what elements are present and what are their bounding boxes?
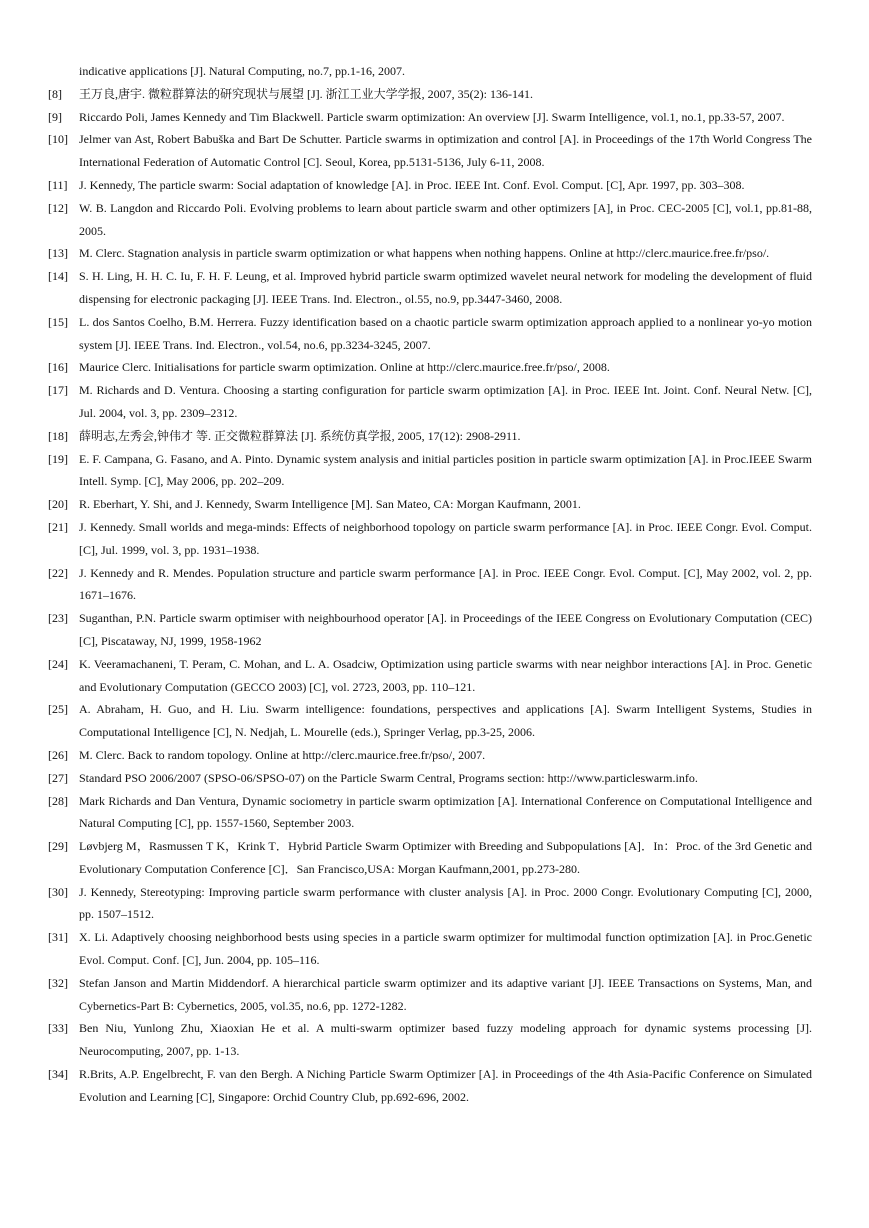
reference-item <box>48 448 812 494</box>
reference-item <box>48 60 812 83</box>
reference-text: Løvbjerg M，Rasmussen T K，Krink T．Hybrid Particle Swarm Optimizer with Breeding and Subpopulations [A]．In：Proc. of the 3rd Genetic and Evolutionary Computation Conference [C]．San Francisco,USA: Morgan Kaufmann,2001, pp.273-280. <box>79 839 812 876</box>
reference-item <box>48 174 812 197</box>
reference-text: Jelmer van Ast, Robert Babuška and Bart De Schutter. Particle swarms in optimization and control [A]. in Proceedings of the 17th World Congress The International Federation of Automatic Control [C]. Seoul, Korea, pp.5131-5136, July 6-11, 2008. <box>79 132 812 170</box>
reference-item <box>48 242 812 265</box>
reference-number: [29] <box>48 839 68 854</box>
reference-item <box>48 698 812 744</box>
reference-text: Mark Richards and Dan Ventura, Dynamic sociometry in particle swarm optimization [A]. International Conference on Computational Intelligence and Natural Computing [C], pp. 1557-1560, September 2003. <box>79 793 812 831</box>
reference-number: [26] <box>48 747 68 762</box>
reference-item <box>48 1017 812 1063</box>
reference-text: Suganthan, P.N. Particle swarm optimiser with neighbourhood operator [A]. in Proceedings of the IEEE Congress on Evolutionary Computation (CEC) [C], Piscataway, NJ, 1999, 1958-1962 <box>79 611 812 648</box>
reference-text: J. Kennedy, The particle swarm: Social adaptation of knowledge [A]. in Proc. IEEE Int. Conf. Evol. Comput. [C], Apr. 1997, pp. 303–308. <box>79 177 745 192</box>
reference-item <box>48 493 812 516</box>
reference-text: W. B. Langdon and Riccardo Poli. Evolving problems to learn about particle swarm and other optimizers [A], in Proc. CEC-2005 [C], vol.1, pp.81-88, 2005. <box>79 200 812 238</box>
reference-text: J. Kennedy and R. Mendes. Population structure and particle swarm performance [A]. in Proc. IEEE Congr. Evol. Comput. [C], May 2002, vol. 2, pp. 1671–1676. <box>79 565 812 603</box>
reference-text: M. Richards and D. Ventura. Choosing a starting configuration for particle swarm optimization [A]. in Proc. IEEE Int. Joint. Conf. Neural Netw. [C], Jul. 2004, vol. 3, pp. 2309–2312. <box>79 383 812 420</box>
reference-text: M. Clerc. Back to random topology. Online at http://clerc.maurice.free.fr/pso/, 2007. <box>79 747 486 762</box>
reference-item <box>48 881 812 927</box>
reference-item <box>48 767 812 790</box>
reference-number: [19] <box>48 451 68 466</box>
reference-number: [25] <box>48 702 68 717</box>
reference-text: L. dos Santos Coelho, B.M. Herrera. Fuzzy identification based on a chaotic particle swarm optimization approach applied to a nonlinear yo-yo motion system [J]. IEEE Trans. Ind. Electron., vol.54, no.6, pp.3234-3245, 2007. <box>79 314 812 352</box>
reference-text: K. Veeramachaneni, T. Peram, C. Mohan, and L. A. Osadciw, Optimization using particle swarms with near neighbor interactions [A]. in Proc. Genetic and Evolutionary Computation (GECCO 2003) [C], vol. 2723, 2003, pp. 110–121. <box>79 656 812 694</box>
reference-item <box>48 265 812 311</box>
reference-item <box>48 835 812 881</box>
reference-list <box>48 60 812 1109</box>
reference-number: [9] <box>48 109 62 124</box>
reference-item <box>48 926 812 972</box>
reference-number: [10] <box>48 132 68 147</box>
reference-item <box>48 83 812 106</box>
reference-number: [30] <box>48 884 68 899</box>
reference-item <box>48 744 812 767</box>
reference-item <box>48 1063 812 1109</box>
reference-text: indicative applications [J]. Natural Computing, no.7, pp.1-16, 2007. <box>79 64 405 78</box>
reference-text: E. F. Campana, G. Fasano, and A. Pinto. Dynamic system analysis and initial particles position in particle swarm optimization [A]. in Proc.IEEE Swarm Intell. Symp. [C], May 2006, pp. 202–209. <box>79 451 812 489</box>
reference-number: [17] <box>48 383 68 398</box>
reference-number: [33] <box>48 1021 68 1036</box>
reference-text: 薛明志,左秀会,钟伟才 等. 正交微粒群算法 [J]. 系统仿真学报, 2005, 17(12): 2908-2911. <box>79 428 521 443</box>
reference-number: [14] <box>48 269 68 284</box>
reference-text: R.Brits, A.P. Engelbrecht, F. van den Bergh. A Niching Particle Swarm Optimizer [A]. in Proceedings of the 4th Asia-Pacific Conference on Simulated Evolution and Learning [C], Singapore: Orchid Country Club, pp.692-696, 2002. <box>79 1067 812 1104</box>
reference-number: [16] <box>48 360 68 375</box>
reference-text: R. Eberhart, Y. Shi, and J. Kennedy, Swarm Intelligence [M]. San Mateo, CA: Morgan Kaufmann, 2001. <box>79 497 581 512</box>
reference-item <box>48 562 812 608</box>
reference-number: [20] <box>48 497 68 512</box>
reference-text: S. H. Ling, H. H. C. Iu, F. H. F. Leung, et al. Improved hybrid particle swarm optimized wavelet neural network for modeling the development of fluid dispensing for electronic packaging [J]. IEEE Trans. Ind. Electron., ol.55, no.9, pp.3447-3460, 2008. <box>79 269 812 306</box>
reference-number: [28] <box>48 793 68 808</box>
reference-number: [31] <box>48 930 68 945</box>
reference-item <box>48 516 812 562</box>
reference-item <box>48 106 812 129</box>
reference-item <box>48 356 812 379</box>
reference-text: M. Clerc. Stagnation analysis in particle swarm optimization or what happens when nothing happens. Online at http://clerc.maurice.free.fr/pso/. <box>79 246 770 261</box>
reference-number: [24] <box>48 656 68 671</box>
reference-number: [34] <box>48 1067 68 1082</box>
reference-number: [11] <box>48 177 68 192</box>
reference-number: [12] <box>48 200 68 215</box>
reference-number: [15] <box>48 314 68 329</box>
reference-text: A. Abraham, H. Guo, and H. Liu. Swarm intelligence: foundations, perspectives and applications [A]. Swarm Intelligent Systems, Studies in Computational Intelligence [C], N. Nedjah, L. Mourelle (eds.), Springer Verlag, pp.3-25, 2006. <box>79 702 812 740</box>
reference-text: Riccardo Poli, James Kennedy and Tim Blackwell. Particle swarm optimization: An overview [J]. Swarm Intelligence, vol.1, no.1, pp.33-57, 2007. <box>79 109 785 124</box>
reference-number: [23] <box>48 611 68 626</box>
reference-text: Stefan Janson and Martin Middendorf. A hierarchical particle swarm optimizer and its adaptive variant [J]. IEEE Transactions on Systems, Man, and Cybernetics-Part B: Cybernetics, 2005, vol.35, no.6, pp. 1272-1282. <box>79 975 812 1013</box>
reference-number: [13] <box>48 246 68 261</box>
reference-number: [22] <box>48 565 68 580</box>
reference-text: J. Kennedy. Small worlds and mega-minds: Effects of neighborhood topology on particle swarm performance [A]. in Proc. IEEE Congr. Evol. Comput. [C], Jul. 1999, vol. 3, pp. 1931–1938. <box>79 519 812 557</box>
reference-item <box>48 972 812 1018</box>
reference-text: J. Kennedy, Stereotyping: Improving particle swarm performance with cluster analysis [A]. in Proc. 2000 Congr. Evolutionary Computing [C], 2000, pp. 1507–1512. <box>79 884 812 922</box>
reference-number: [18] <box>48 428 68 443</box>
reference-item <box>48 653 812 699</box>
reference-item <box>48 607 812 653</box>
reference-item <box>48 197 812 243</box>
reference-text: 王万良,唐宇. 微粒群算法的研究现状与展望 [J]. 浙江工业大学学报, 2007, 35(2): 136-141. <box>79 86 533 101</box>
reference-text: Ben Niu, Yunlong Zhu, Xiaoxian He et al. A multi-swarm optimizer based fuzzy modeling approach for dynamic systems processing [J]. Neurocomputing, 2007, pp. 1-13. <box>79 1021 812 1059</box>
reference-number: [21] <box>48 519 68 534</box>
reference-number: [27] <box>48 770 68 785</box>
reference-item <box>48 425 812 448</box>
reference-item <box>48 311 812 357</box>
reference-item <box>48 379 812 425</box>
reference-number: [32] <box>48 975 68 990</box>
reference-number: [8] <box>48 86 62 101</box>
reference-item <box>48 790 812 836</box>
reference-text: Standard PSO 2006/2007 (SPSO-06/SPSO-07) on the Particle Swarm Central, Programs section: http://www.particleswarm.info. <box>79 770 698 785</box>
reference-text: X. Li. Adaptively choosing neighborhood bests using species in a particle swarm optimizer for multimodal function optimization [A]. in Proc.Genetic Evol. Comput. Conf. [C], Jun. 2004, pp. 105–116. <box>79 930 812 968</box>
reference-item <box>48 128 812 174</box>
reference-text: Maurice Clerc. Initialisations for particle swarm optimization. Online at http://clerc.maurice.free.fr/pso/, 2008. <box>79 360 610 375</box>
